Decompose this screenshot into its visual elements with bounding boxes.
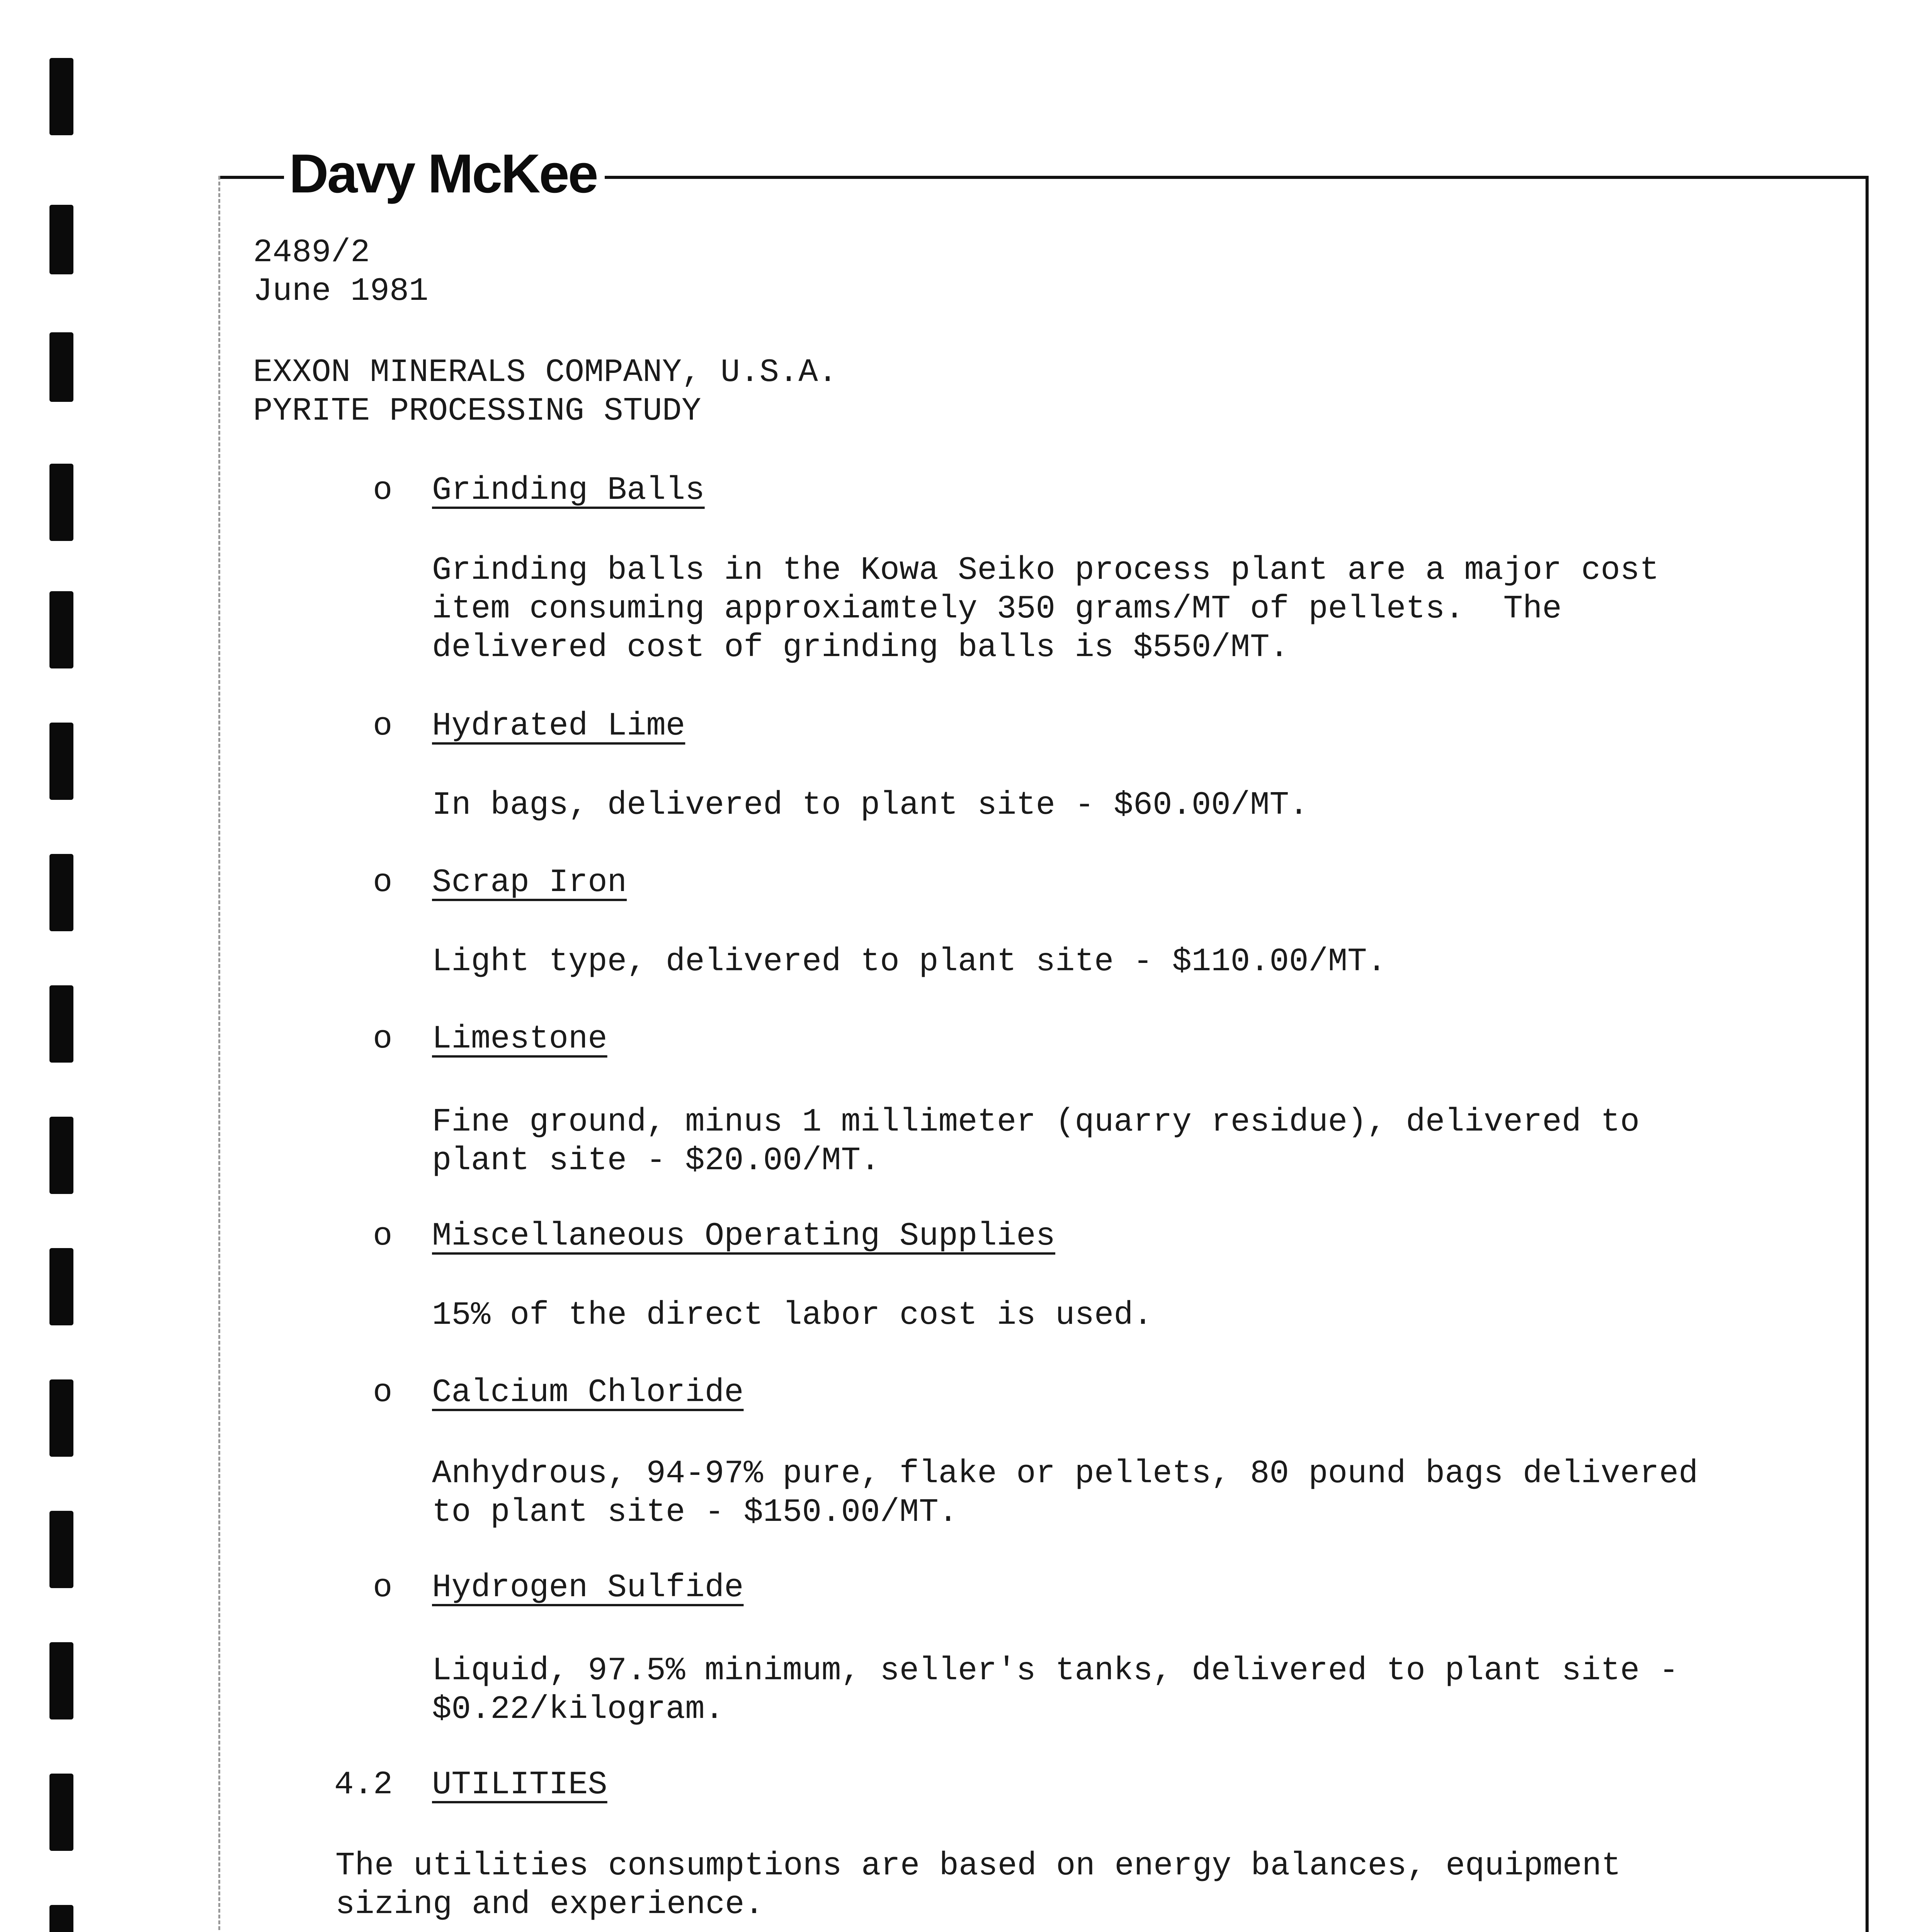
punch-mark bbox=[49, 723, 73, 800]
section-number: 4.2 bbox=[334, 1767, 393, 1803]
punch-mark bbox=[49, 1642, 73, 1719]
punch-mark bbox=[49, 1774, 73, 1851]
document-number: 2489/2 bbox=[253, 235, 370, 271]
item-heading: Grinding Balls bbox=[432, 472, 705, 509]
item-text-line: plant site - $20.00/MT. bbox=[432, 1143, 880, 1179]
item-text-line: Fine ground, minus 1 millimeter (quarry residue), delivered to bbox=[432, 1104, 1640, 1141]
bullet-marker: o bbox=[373, 1570, 393, 1606]
frame-top-rule bbox=[605, 176, 1868, 179]
item-text-line: 15% of the direct labor cost is used. bbox=[432, 1297, 1153, 1334]
section-heading: UTILITIES bbox=[432, 1767, 607, 1803]
punch-mark bbox=[49, 1905, 73, 1932]
item-heading: Hydrated Lime bbox=[432, 708, 685, 745]
frame-right-rule bbox=[1866, 176, 1869, 1932]
punch-mark bbox=[49, 1117, 73, 1194]
item-text-line: to plant site - $150.00/MT. bbox=[432, 1494, 958, 1531]
item-text-line: Grinding balls in the Kowa Seiko process plant are a major cost bbox=[432, 552, 1659, 589]
bullet-marker: o bbox=[373, 1374, 393, 1411]
punch-mark bbox=[49, 1511, 73, 1588]
company-logo: Davy McKee bbox=[286, 139, 600, 209]
item-text-line: Liquid, 97.5% minimum, seller's tanks, delivered to plant site - bbox=[432, 1653, 1679, 1689]
document-date: June 1981 bbox=[253, 273, 429, 310]
punch-mark bbox=[49, 854, 73, 931]
punch-mark bbox=[49, 332, 73, 402]
item-text-line: In bags, delivered to plant site - $60.00/MT. bbox=[432, 787, 1309, 824]
item-heading: Hydrogen Sulfide bbox=[432, 1570, 744, 1606]
item-text-line: Light type, delivered to plant site - $110.00/MT. bbox=[432, 944, 1387, 980]
bullet-marker: o bbox=[373, 472, 393, 509]
frame-top-rule bbox=[218, 176, 284, 179]
item-heading: Calcium Chloride bbox=[432, 1374, 744, 1411]
punch-mark bbox=[49, 464, 73, 541]
section-intro-line: sizing and experience. bbox=[335, 1886, 764, 1923]
item-text-line: Anhydrous, 94-97% pure, flake or pellets, 80 pound bags delivered bbox=[432, 1456, 1698, 1492]
frame-left-rule bbox=[218, 176, 220, 1932]
item-text-line: $0.22/kilogram. bbox=[432, 1691, 724, 1728]
item-heading: Scrap Iron bbox=[432, 864, 627, 901]
punch-mark bbox=[49, 1248, 73, 1325]
section-intro-line: The utilities consumptions are based on energy balances, equipment bbox=[335, 1848, 1621, 1884]
study-title: PYRITE PROCESSING STUDY bbox=[253, 393, 701, 430]
bullet-marker: o bbox=[373, 708, 393, 745]
item-text-line: delivered cost of grinding balls is $550/MT. bbox=[432, 629, 1289, 666]
item-heading: Limestone bbox=[432, 1021, 607, 1058]
bullet-marker: o bbox=[373, 864, 393, 901]
punch-mark bbox=[49, 1379, 73, 1457]
punch-mark bbox=[49, 985, 73, 1063]
item-heading: Miscellaneous Operating Supplies bbox=[432, 1218, 1056, 1255]
punch-mark bbox=[49, 205, 73, 274]
bullet-marker: o bbox=[373, 1218, 393, 1255]
item-text-line: item consuming approxiamtely 350 grams/MT of pellets. The bbox=[432, 591, 1562, 628]
punch-mark bbox=[49, 58, 73, 135]
bullet-marker: o bbox=[373, 1021, 393, 1058]
punch-mark bbox=[49, 591, 73, 668]
client-name: EXXON MINERALS COMPANY, U.S.A. bbox=[253, 354, 838, 391]
